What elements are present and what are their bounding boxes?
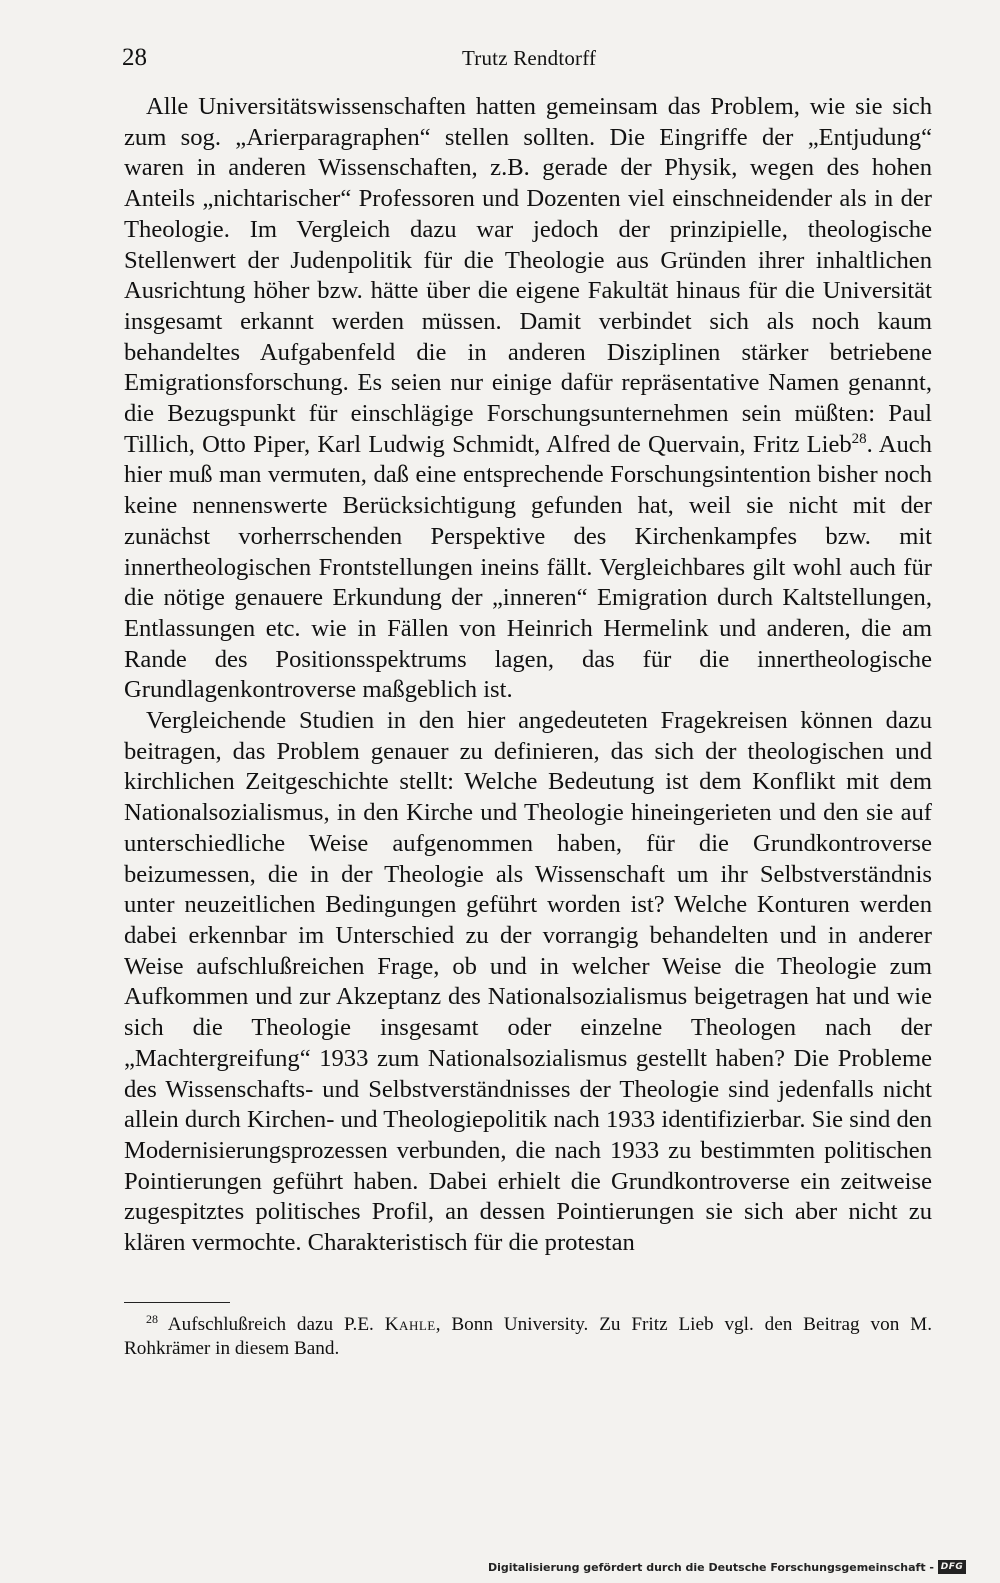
dfg-logo-icon: DFG bbox=[938, 1560, 966, 1574]
paragraph-2: Vergleichende Studien in den hier angedeuteten Fragekreisen können dazu beitragen, das Problem genauer zu definieren, das sich der theologischen und kirchlichen Zeitgeschichte stellt: Welche Bedeutung ist dem Konflikt mit dem Nationalsozialismus, in den Kirche und Theologie hineingerieten und den sie auf unterschiedliche Weise aufgenommen haben, für die Grundkontroverse beizumessen, die in der Theologie als Wissenschaft um ihr Selbstverständnis unter neuzeitlichen Bedingungen geführt worden ist? Welche Konturen werden dabei erkennbar im Unterschied zu der vorrangig behandelten und in anderer Weise aufschlußreichen Frage, ob und in welcher Weise die Theologie zum Aufkommen und zur Akzeptanz des Nationalsozialismus beigetragen hat und wie sich die Theologie insgesamt oder einzelne Theologen nach der „Machtergreifung“ 1933 zum Nationalsozialismus gestellt haben? Die Probleme des Wissenschafts- und Selbstverständnisses der Theologie sind jedenfalls nicht allein durch Kirchen- und Theologiepolitik nach 1933 identifizierbar. Sie sind den Modernisierungsprozessen verbunden, die nach 1933 zu bestimmten politischen Pointierungen geführt haben. Dabei erhielt die Grundkontroverse ein zeitweise zugespitztes politisches Profil, an dessen Pointierungen sie sich aber nicht zu klären vermochte. Charakteristisch für die protestan bbox=[124, 707, 932, 1257]
digitization-credit bbox=[488, 1558, 966, 1576]
paragraph-1-text-continued: . Auch hier muß man vermuten, daß eine entsprechende Forschungsintention bisher noch keine nennenswerte Berücksichtigung gefunden hat, weil sie nicht mit der zunächst vorherrschenden Perspektive des Kirchenkampfes bzw. mit innertheologischen Frontstellungen ineins fällt. Vergleichbares gilt wohl auch für die nötige genauere Erkundung der „inneren“ Emigration durch Kaltstellungen, Entlassungen etc. wie in Fällen von Heinrich Hermelink und anderen, die am Rande des Positionsspektrums lagen, das für die innertheologische Grundlagenkontroverse maßgeblich ist. bbox=[124, 430, 932, 704]
footnote-divider bbox=[124, 1302, 230, 1303]
footnote-28 bbox=[124, 1313, 932, 1361]
footnote-author: Kahle bbox=[384, 1314, 436, 1335]
footnote-text: Aufschlußreich dazu P.E. bbox=[158, 1314, 385, 1335]
footnote-reference-28[interactable]: 28 bbox=[851, 430, 867, 447]
body-text bbox=[124, 92, 932, 1259]
footnote-number: 28 bbox=[146, 1312, 158, 1326]
paragraph-1 bbox=[124, 92, 932, 706]
paragraph-1-text: Alle Universitätswissenschaften hatten gemeinsam das Problem, wie sie sich zum sog. „Arierparagraphen“ stellen sollten. Die Eingriffe der „Entjudung“ waren in anderen Wissenschaften, z.B. gerade der Physik, wegen des hohen Anteils „nichtarischer“ Professoren und Dozenten viel einschneidender als in der Theologie. Im Vergleich dazu war jedoch der prinzipielle, theologische Stellenwert der Judenpolitik für die Theologie aus Gründen ihrer inhaltlichen Ausrichtung höher bzw. hätte über die eigene Fakultät hinaus für die Universität insgesamt erkannt werden müssen. Damit verbindet sich als noch kaum behandeltes Aufgabenfeld die in anderen Disziplinen stärker betriebene Emigrationsforschung. Es seien nur einige dafür repräsentative Namen genannt, die Bezugspunkt für einschlägige Forschungsunternehmen sein müßten: Paul Tillich, Otto Piper, Karl Ludwig Schmidt, Alfred de Quervain, Fritz Lieb bbox=[124, 93, 932, 458]
page-number: 28 bbox=[122, 44, 147, 71]
running-head bbox=[122, 44, 932, 76]
running-title: Trutz Rendtorff bbox=[462, 46, 597, 70]
credit-text: Digitalisierung gefördert durch die Deutsche Forschungsgemeinschaft - bbox=[487, 1560, 934, 1574]
footnotes bbox=[124, 1313, 932, 1361]
footnote-text-continued: , Bonn University. Zu Fritz Lieb vgl. den Beitrag von M. Rohkrämer in diesem Band. bbox=[124, 1314, 932, 1359]
